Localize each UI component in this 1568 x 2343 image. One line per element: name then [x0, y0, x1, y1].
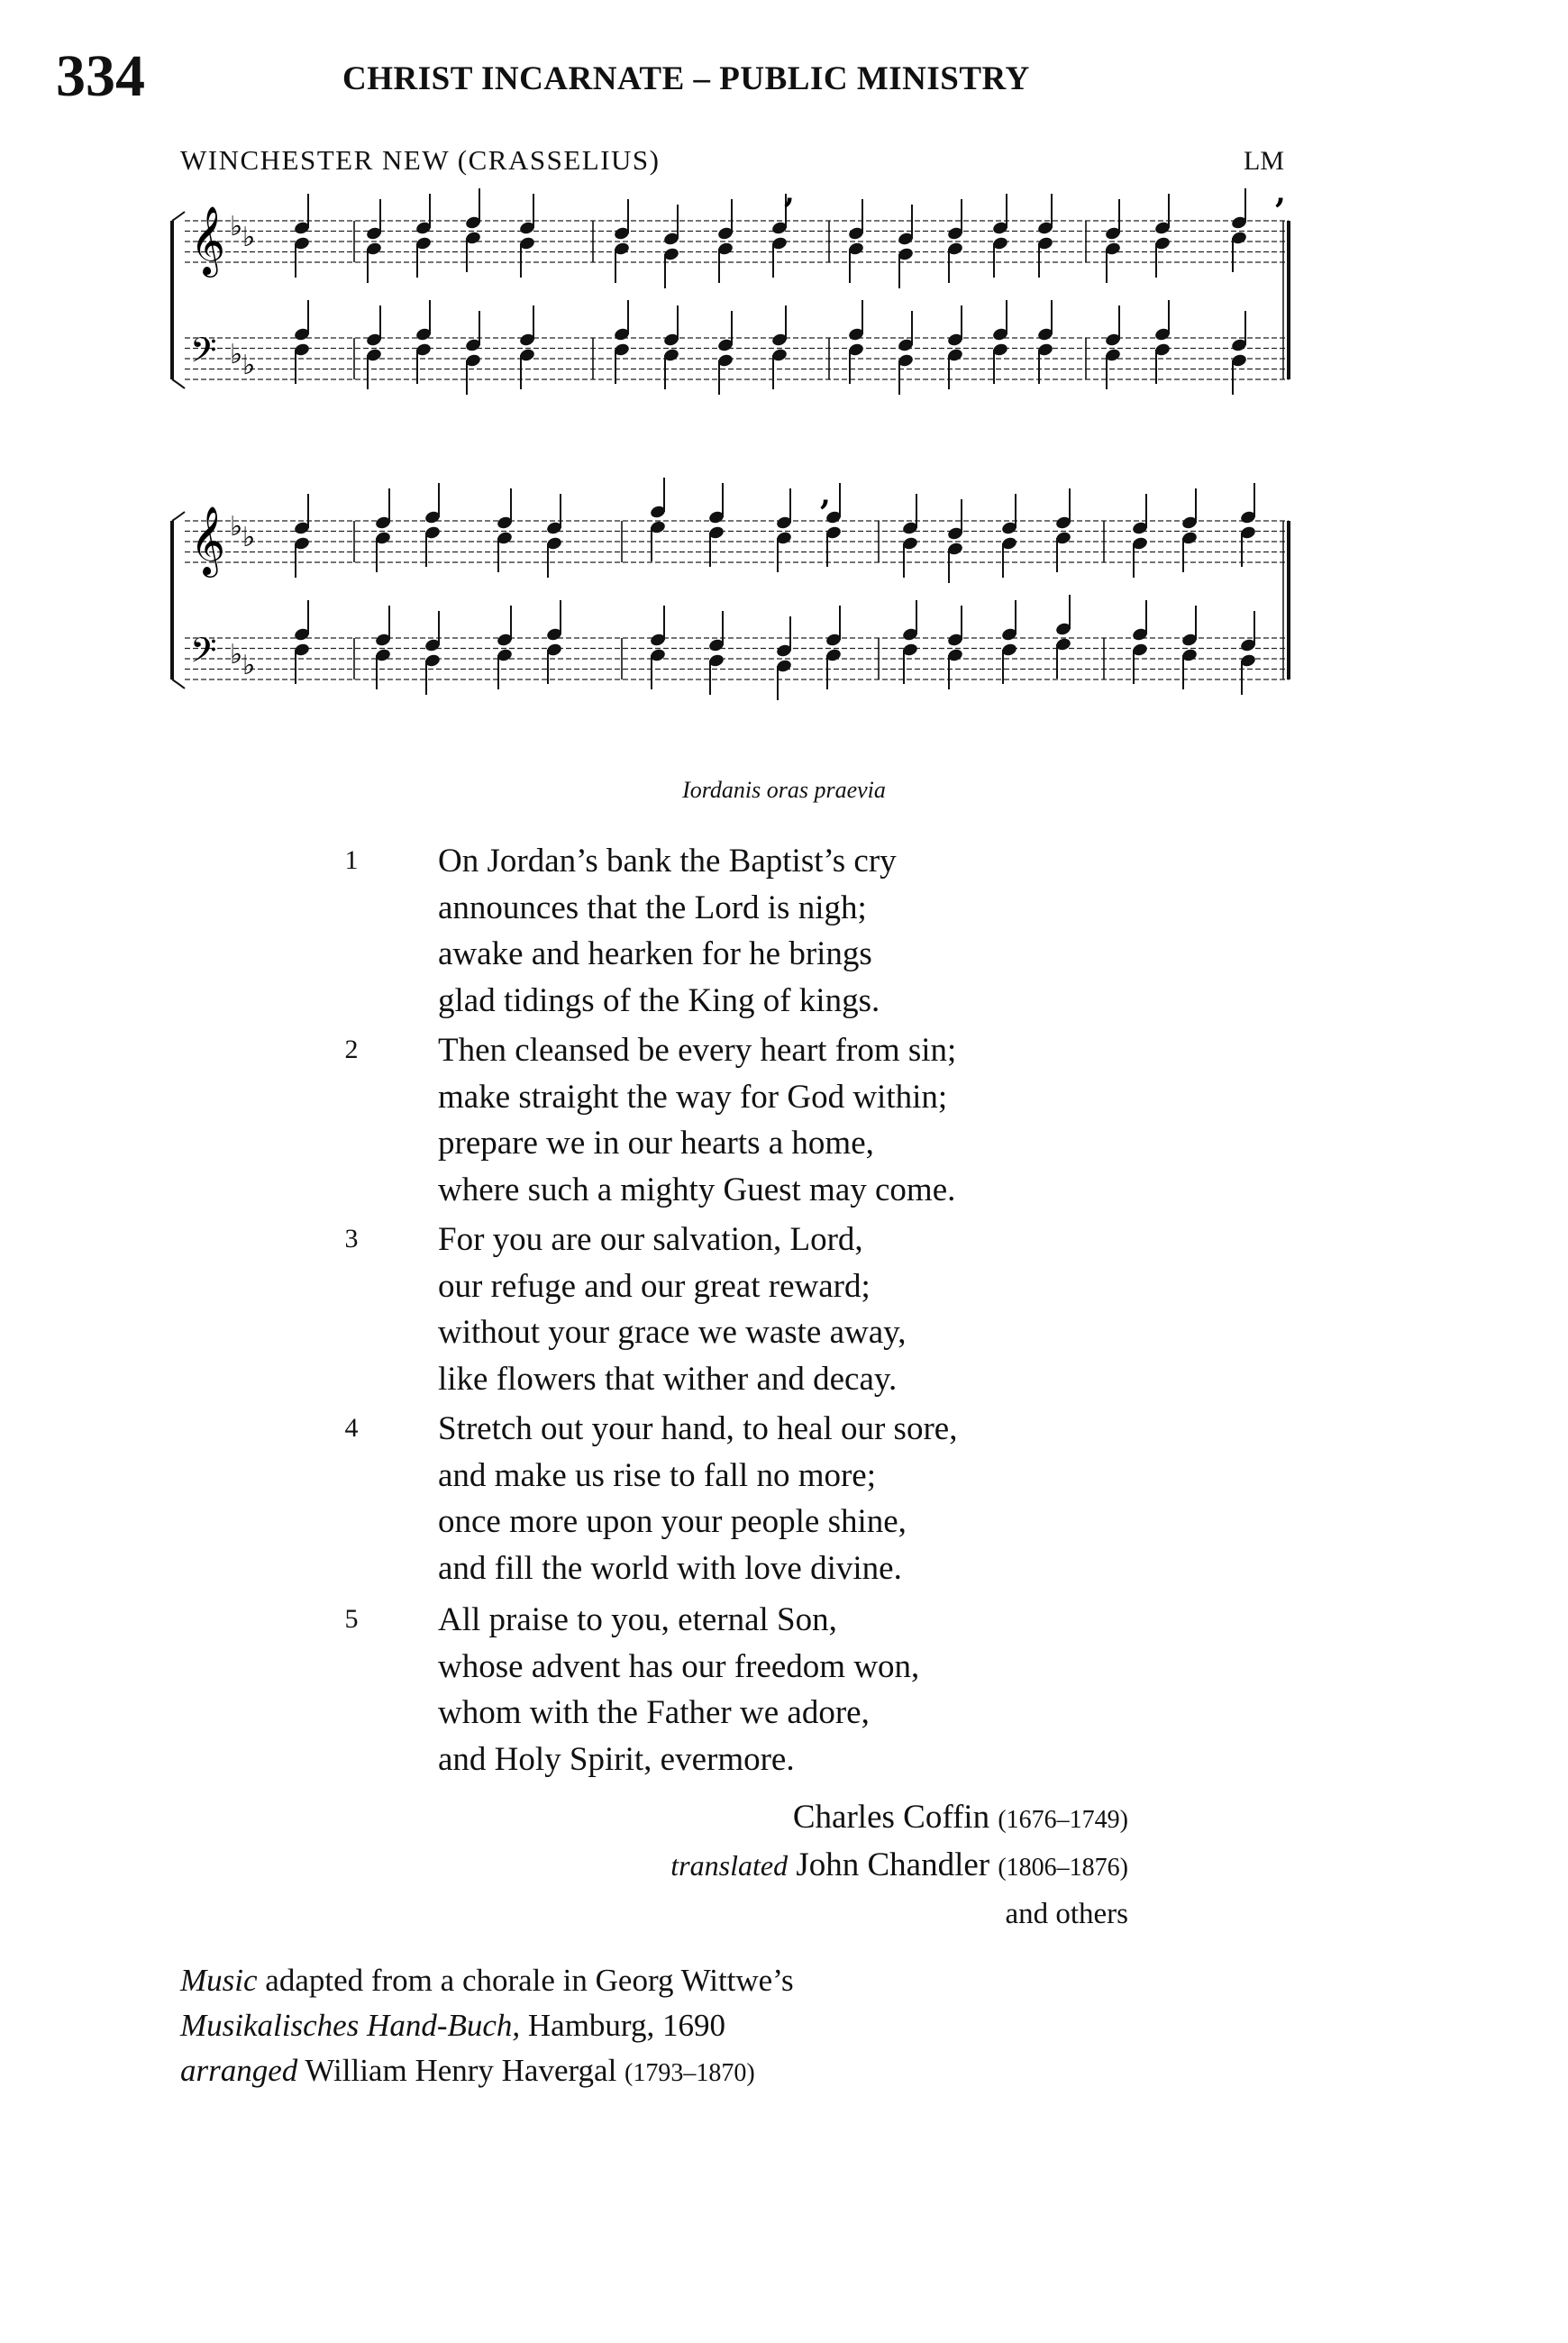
flat-icon: ♭: [242, 522, 256, 553]
bracket-hook: [172, 212, 185, 221]
running-title: CHRIST INCARNATE – PUBLIC MINISTRY: [342, 60, 1030, 97]
verse-number: 4: [344, 1413, 359, 1443]
bracket-hook: [172, 512, 185, 521]
verse-line: Stretch out your hand, to heal our sore,: [438, 1410, 958, 1447]
verse-number: 1: [344, 845, 359, 875]
translator-prefix: translated: [670, 1849, 789, 1882]
verse-line: glad tidings of the King of kings.: [438, 981, 880, 1019]
treble-clef-icon: 𝄞: [190, 506, 226, 575]
bracket-hook: [172, 679, 185, 688]
meter: LM: [1244, 146, 1284, 176]
verse-lines: [438, 1597, 919, 1782]
verse-line: For you are our salvation, Lord,: [438, 1221, 863, 1258]
verse-line: our refuge and our great reward;: [438, 1267, 871, 1305]
music-book-place: Hamburg, 1690: [527, 2008, 725, 2043]
verse-lines: [438, 1027, 956, 1213]
breath-mark-icon: ,: [784, 175, 795, 211]
verse-number: 5: [344, 1604, 359, 1634]
music-book: Musikalisches Hand-Buch,: [180, 2008, 521, 2043]
arranged-prefix: arranged: [180, 2053, 298, 2088]
verse-line: prepare we in our hearts a home,: [438, 1125, 874, 1162]
verse-line: Then cleansed be every heart from sin;: [438, 1032, 957, 1069]
verse-line: and fill the world with love divine.: [438, 1549, 902, 1587]
music-credit-line-3: [180, 2053, 755, 2089]
flat-icon: ♭: [230, 639, 243, 670]
verse-line: where such a mighty Guest may come.: [438, 1171, 956, 1208]
verse-lines: [438, 1217, 907, 1402]
flat-icon: ♭: [242, 650, 256, 681]
flat-icon: ♭: [230, 211, 243, 242]
music-credit-line-1: [180, 1963, 794, 1999]
verse-lines: [438, 1406, 957, 1591]
flat-icon: ♭: [242, 222, 256, 253]
flat-icon: ♭: [230, 511, 243, 542]
breath-mark-icon: ,: [1275, 175, 1286, 211]
author-credit: [793, 1798, 1128, 1837]
music-system-2: [0, 477, 1568, 748]
verse-line: without your grace we waste away,: [438, 1314, 907, 1351]
verse-line: whom with the Father we adore,: [438, 1694, 870, 1731]
arranger-name: William Henry Havergal: [305, 2053, 617, 2088]
bass-clef-icon: 𝄢: [190, 330, 217, 378]
verse-line: make straight the way for God within;: [438, 1078, 948, 1116]
verse-line: once more upon your people shine,: [438, 1503, 907, 1540]
bracket-hook: [172, 379, 185, 388]
bass-clef-icon: 𝄢: [190, 630, 217, 679]
verse-line: All praise to you, eternal Son,: [438, 1601, 837, 1638]
treble-clef-icon: 𝄞: [190, 205, 226, 275]
latin-title: Iordanis oras praevia: [682, 777, 886, 803]
verse-number: 2: [344, 1035, 359, 1064]
hymn-number: 334: [56, 43, 145, 109]
music-source: adapted from a chorale in Georg Wittwe’s: [265, 1963, 794, 1998]
breath-mark-icon: ,: [820, 477, 831, 513]
translator-name: John Chandler: [796, 1846, 990, 1883]
arranger-dates: (1793–1870): [624, 2059, 755, 2087]
music-prefix: Music: [180, 1963, 258, 1998]
verse-line: and Holy Spirit, evermore.: [438, 1740, 795, 1778]
translator-dates: (1806–1876): [998, 1854, 1128, 1882]
verse-lines: [438, 838, 897, 1024]
verse-line: and make us rise to fall no more;: [438, 1456, 877, 1494]
author-name: Charles Coffin: [792, 1799, 990, 1836]
translator-extra: [1005, 1893, 1128, 1932]
and-others: and others: [1005, 1898, 1128, 1930]
flat-icon: ♭: [242, 350, 256, 381]
flat-icon: ♭: [230, 339, 243, 370]
translator-credit: [670, 1846, 1128, 1884]
verse-line: awake and hearken for he brings: [438, 935, 872, 972]
verse-line: like flowers that wither and decay.: [438, 1360, 898, 1398]
verse-number: 3: [344, 1224, 359, 1254]
verse-line: announces that the Lord is nigh;: [438, 889, 867, 926]
tune-name: WINCHESTER NEW (CRASSELIUS): [180, 144, 661, 176]
author-dates: (1676–1749): [998, 1806, 1128, 1834]
verse-line: On Jordan’s bank the Baptist’s cry: [438, 843, 897, 880]
music-credit-line-2: [180, 2008, 725, 2044]
verse-line: whose advent has our freedom won,: [438, 1647, 920, 1685]
